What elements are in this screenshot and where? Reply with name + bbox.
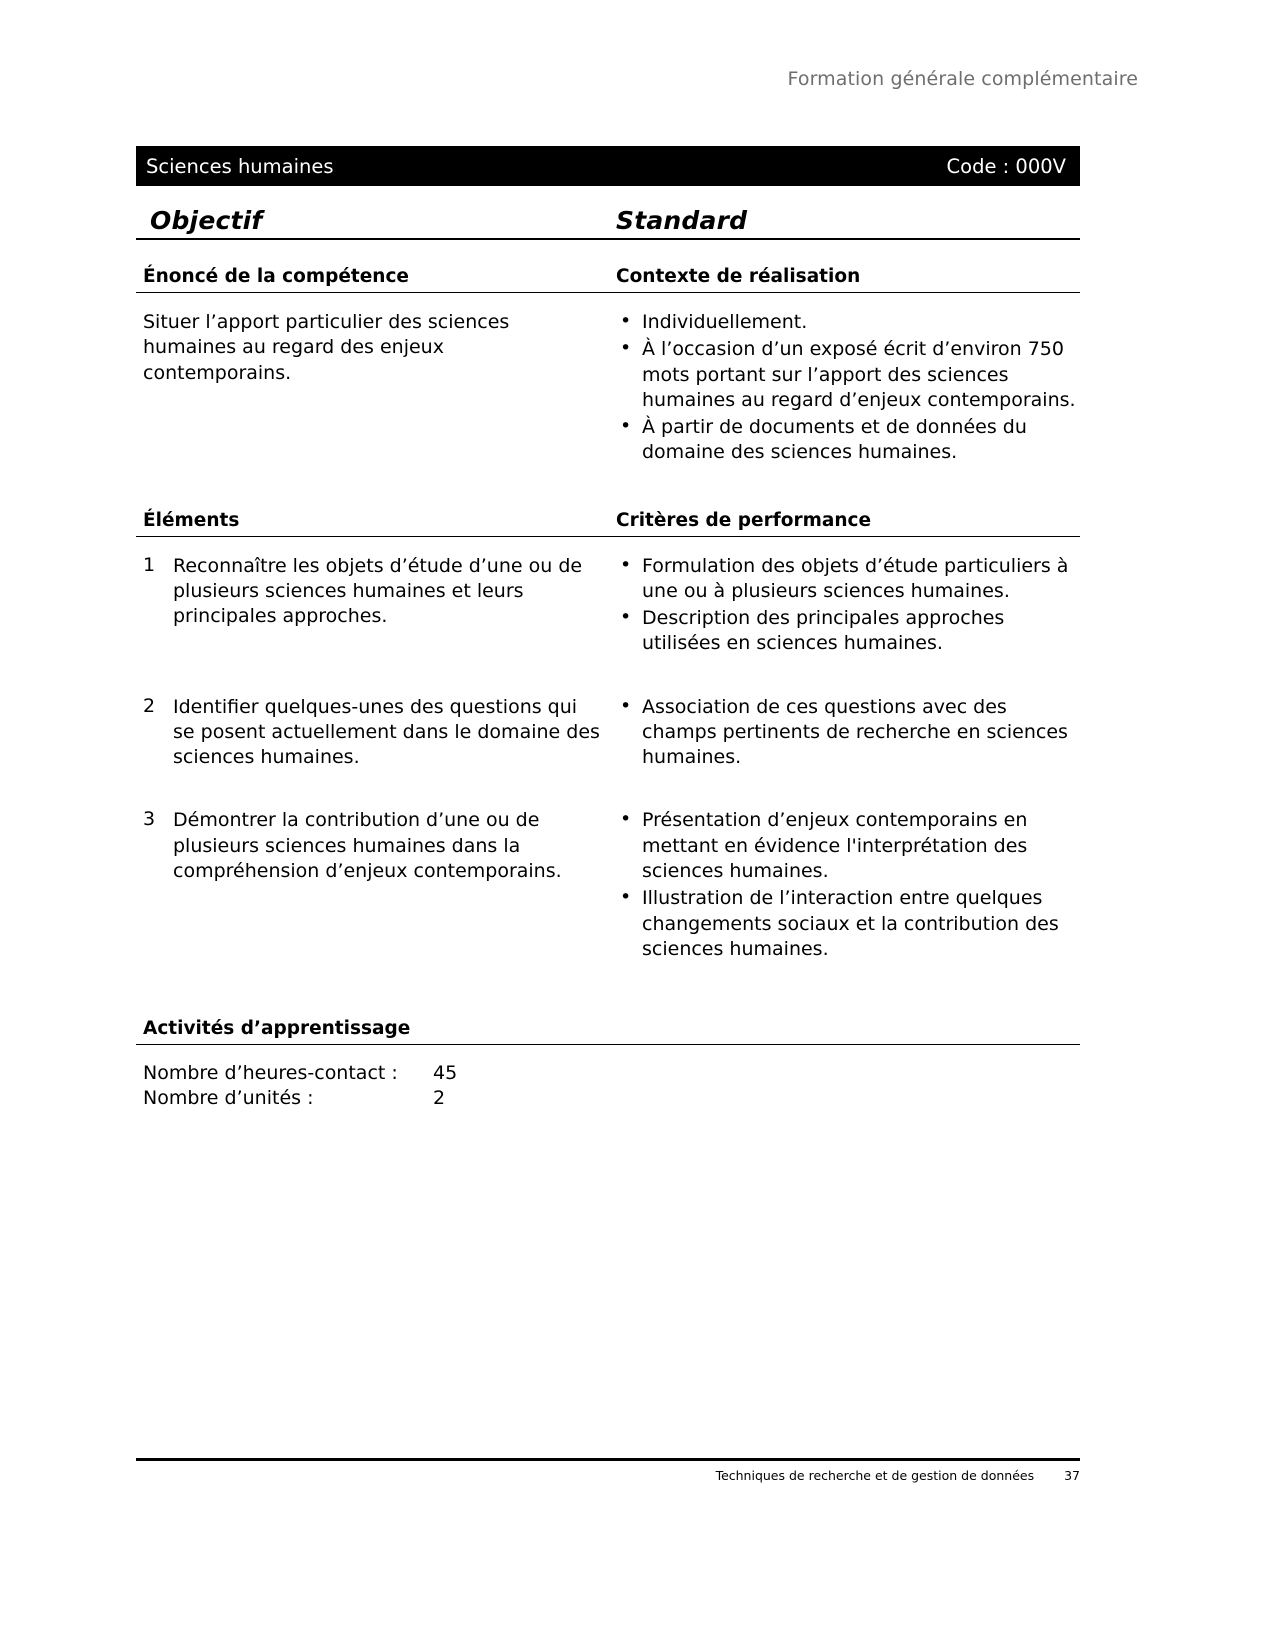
criteria-cell	[616, 554, 1080, 679]
element-row	[136, 554, 1080, 679]
element-number: 3	[143, 808, 156, 831]
list-item: • Illustration de l’interaction entre quelques changements sociaux et la contribution des sciences humaines.	[616, 886, 1080, 962]
section-competence-contexte	[136, 266, 1080, 468]
element-text: Reconnaître les objets d’étude d’une ou de plusieurs sciences humaines et leurs principales approches.	[173, 554, 583, 628]
content-area	[136, 206, 1080, 1110]
section-headers-1	[136, 266, 1080, 293]
footer-program-title: Techniques de recherche et de gestion de données	[715, 1468, 1035, 1483]
element-number: 1	[143, 553, 156, 576]
heading-criteres-performance: Critères de performance	[616, 509, 872, 531]
element-row	[136, 808, 1080, 984]
section-activites	[136, 1018, 1080, 1110]
program-name: Sciences humaines	[146, 154, 334, 178]
list-item: • Individuellement.	[616, 310, 1080, 335]
title-bar	[136, 146, 1080, 186]
footer-divider	[136, 1458, 1080, 1461]
list-item: • Formulation des objets d’étude particuliers à une ou à plusieurs sciences humaines.	[616, 554, 1080, 605]
contexte-list	[616, 310, 1080, 468]
body-competence-contexte	[136, 310, 1080, 468]
element-cell	[136, 808, 616, 984]
element-text: Identifier quelques-unes des questions qui se posent actuellement dans le domaine des sciences humaines.	[173, 695, 600, 769]
element-cell	[136, 554, 616, 679]
running-head: Formation générale complémentaire	[787, 68, 1138, 90]
element-text: Démontrer la contribution d’une ou de plusieurs sciences humaines dans la compréhension d’enjeux contemporains.	[173, 809, 562, 882]
footer-page-number: 37	[1064, 1468, 1080, 1483]
section-headers-2	[136, 510, 1080, 537]
activite-row	[143, 1061, 1080, 1086]
list-item: • À partir de documents et de données du domaine des sciences humaines.	[616, 415, 1080, 466]
activite-value: 2	[433, 1086, 446, 1109]
heading-enonce-competence: Énoncé de la compétence	[143, 266, 409, 287]
criteria-cell	[616, 808, 1080, 984]
section-elements-criteres	[136, 510, 1080, 984]
element-cell	[136, 695, 616, 793]
heading-elements: Éléments	[143, 509, 240, 531]
column-headers	[136, 206, 1080, 240]
column-header-standard: Standard	[616, 206, 748, 235]
element-number: 2	[143, 694, 156, 717]
list-item: • Présentation d’enjeux contemporains en mettant en évidence l'interprétation des sciences humaines.	[616, 808, 1080, 884]
activites-values	[136, 1061, 1080, 1110]
list-item: • Description des principales approches utilisées en sciences humaines.	[616, 606, 1080, 657]
program-code: Code : 000V	[946, 154, 1066, 178]
activite-value: 45	[433, 1062, 458, 1085]
column-header-objectif: Objectif	[150, 206, 263, 235]
list-item: • À l’occasion d’un exposé écrit d’environ 750 mots portant sur l’apport des sciences humaines au regard d’enjeux contemporains.	[616, 337, 1080, 413]
page-footer	[136, 1468, 1080, 1483]
activite-label: Nombre d’heures-contact :	[143, 1062, 398, 1085]
heading-contexte-realisation: Contexte de réalisation	[616, 266, 861, 287]
activite-label: Nombre d’unités :	[143, 1086, 314, 1109]
activite-row	[143, 1086, 1080, 1111]
heading-activites-apprentissage: Activités d’apprentissage	[136, 1018, 1080, 1045]
list-item: • Association de ces questions avec des champs pertinents de recherche en sciences humaines.	[616, 695, 1080, 771]
element-row	[136, 695, 1080, 793]
criteria-cell	[616, 695, 1080, 793]
competence-text: Situer l’apport particulier des sciences humaines au regard des enjeux contemporains.	[143, 311, 510, 384]
